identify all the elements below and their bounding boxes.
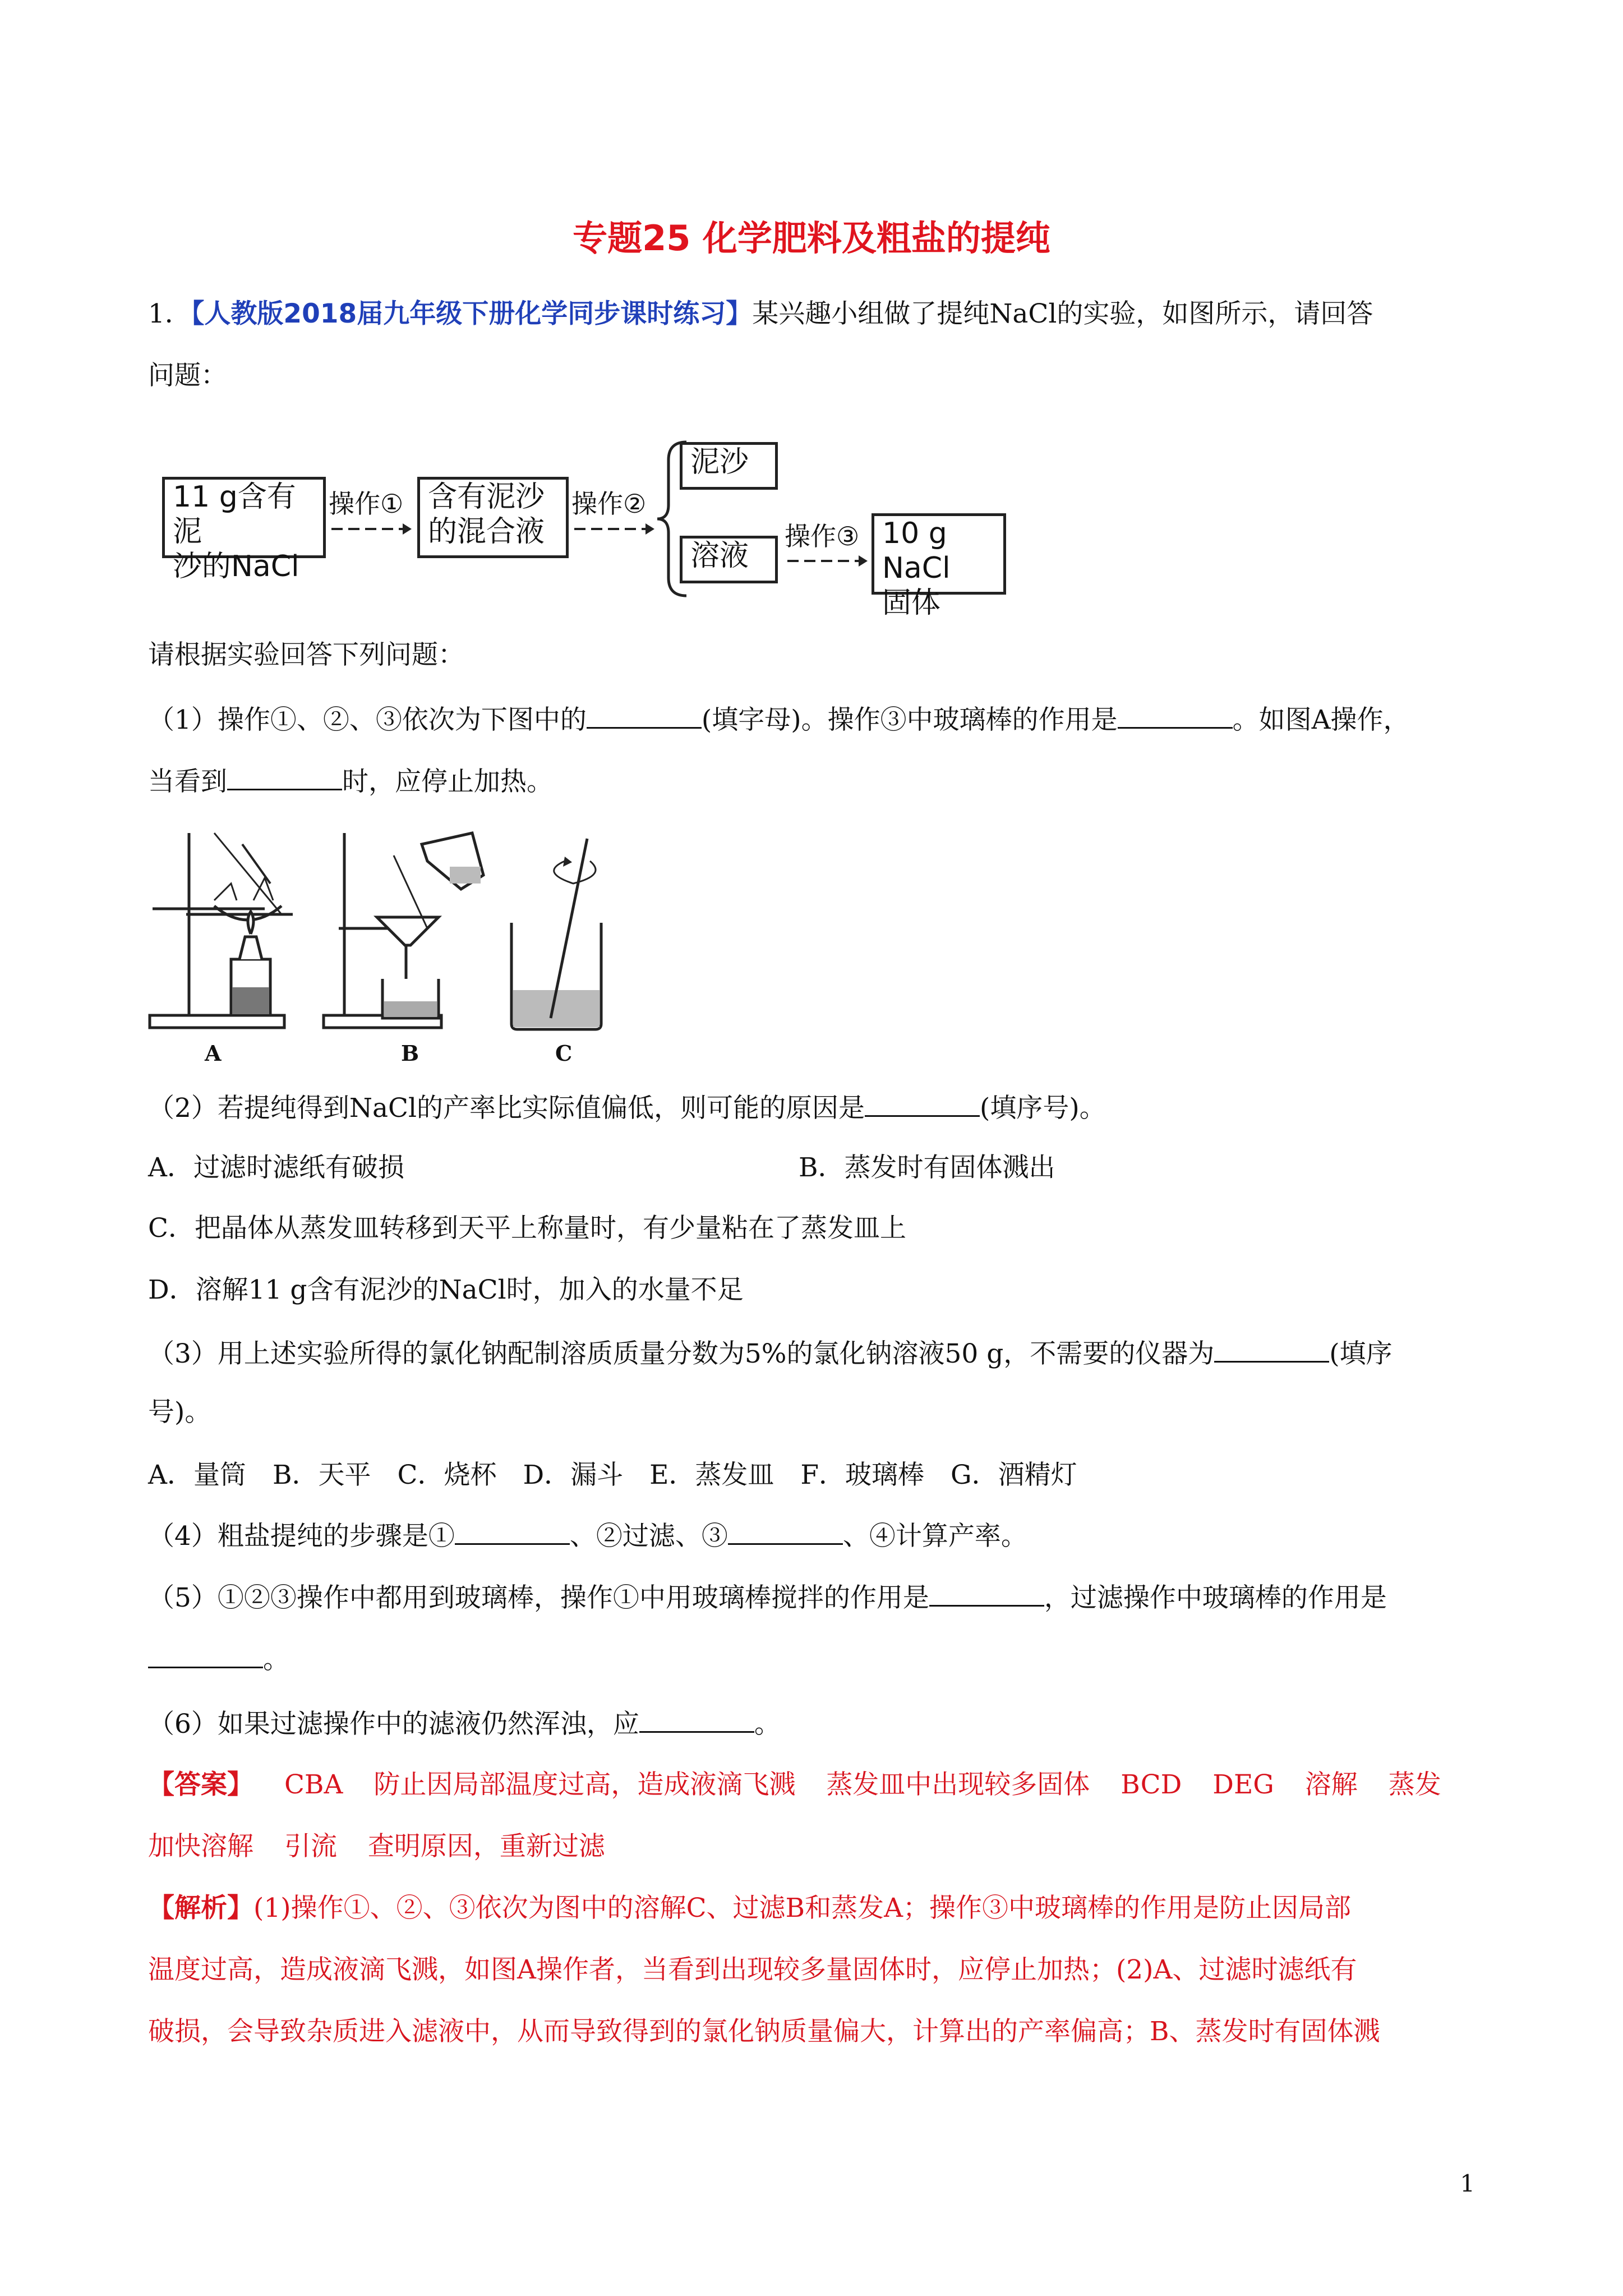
flow-op2: 操作②: [571, 489, 647, 519]
q3-text-a: （3）用上述实验所得的氯化钠配制溶质质量分数为5%的氯化钠溶液50 g，不需要的仪器为: [148, 1338, 1215, 1369]
flow-arrow-1: [329, 521, 413, 537]
q1-blank-2: [1118, 701, 1233, 729]
q6-line: [148, 1705, 781, 1741]
q2-text-b: (填序号)。: [980, 1093, 1106, 1124]
q4-blank-2: [728, 1517, 843, 1545]
page-number: 1: [1460, 2170, 1475, 2197]
answer-label: 【答案】: [148, 1769, 253, 1800]
answer-item: 防止因局部温度过高，造成液滴飞溅: [374, 1769, 796, 1800]
q4-text-c: 、④计算产率。: [842, 1521, 1027, 1552]
q3-stem: [148, 1335, 1393, 1371]
source-open: 【: [191, 298, 205, 329]
answer-item: 蒸发: [1388, 1769, 1441, 1800]
flowchart: [148, 438, 1012, 620]
answer-item: 蒸发皿中出现较多固体: [826, 1769, 1090, 1800]
answer-item: DEG: [1212, 1769, 1274, 1800]
q5-text-c: 。: [263, 1644, 289, 1675]
answer-item: 引流: [284, 1831, 337, 1862]
question-stem: 某兴趣小组做了提纯NaCl的实验，如图所示，请回答: [752, 298, 1373, 329]
q1-blank-1: [587, 701, 702, 729]
page-title: 专题25 化学肥料及粗盐的提纯: [573, 218, 1050, 259]
flow-box-final-line2: 固体: [882, 586, 941, 620]
q4-blank-1: [455, 1517, 570, 1545]
q6-text-a: （6）如果过滤操作中的滤液仍然浑浊，应: [148, 1709, 639, 1740]
q1-text-c: 。如图A操作，: [1232, 705, 1410, 735]
q5-blank-1: [929, 1579, 1044, 1607]
flow-arrow-3: [785, 553, 869, 569]
analysis-label: 【解析】: [148, 1893, 253, 1924]
apparatus-b-filtration: [324, 833, 483, 1028]
apparatus-a-evaporation: [150, 833, 293, 1028]
q2-text-a: （2）若提纯得到NaCl的产率比实际值偏低，则可能的原因是: [148, 1093, 865, 1124]
q2-option-d: D．溶解11 g含有泥沙的NaCl时，加入的水量不足: [148, 1274, 744, 1305]
q2-option-b: B．蒸发时有固体溅出: [799, 1152, 1055, 1183]
flow-box-sand: 泥沙: [680, 442, 778, 490]
flow-box-start-line1: 11 g含有泥: [173, 480, 296, 549]
answer-item: CBA: [284, 1769, 343, 1800]
question-header: [148, 297, 1373, 331]
q5-text-b: ，过滤操作中玻璃棒的作用是: [1044, 1582, 1387, 1613]
q2-options-row1: [148, 1151, 1494, 1185]
flow-box-mixture: [417, 477, 569, 558]
figure-label-a: A: [205, 1041, 222, 1066]
flow-arrow-2: [571, 521, 656, 537]
q3-blank: [1214, 1335, 1329, 1363]
q4-text-b: 、②过滤、③: [569, 1521, 728, 1552]
answer-item: 查明原因，重新过滤: [367, 1831, 605, 1862]
q2-option-c: C．把晶体从蒸发皿转移到天平上称量时，有少量粘在了蒸发皿上: [148, 1213, 906, 1244]
q1-text-e: 时，应停止加热。: [342, 766, 553, 797]
question-source: 人教版2018届九年级下册化学同步课时练习: [204, 298, 726, 329]
apparatus-figure: [147, 822, 640, 1057]
flow-op1: 操作①: [329, 489, 404, 519]
analysis-text-1: (1)操作①、②、③依次为图中的溶解C、过滤B和蒸发A；操作③中玻璃棒的作用是防止因局部: [253, 1893, 1352, 1924]
q4-line: [148, 1517, 1027, 1553]
q1-text-a: （1）操作①、②、③依次为下图中的: [148, 705, 587, 735]
q6-blank: [639, 1705, 754, 1733]
q5-line1: [148, 1579, 1387, 1615]
answer-item: 加快溶解: [148, 1831, 253, 1862]
answer-item: 溶解: [1304, 1769, 1358, 1800]
answer-line2: [148, 1830, 628, 1864]
source-close: 】: [726, 298, 753, 329]
flow-box-mixture-line1: 含有泥沙: [428, 480, 545, 514]
flow-op3: 操作③: [785, 521, 860, 551]
answer-item: BCD: [1121, 1769, 1182, 1800]
q3-stem-cont: 号)。: [148, 1397, 211, 1428]
flow-box-final: [872, 513, 1006, 620]
q6-text-b: 。: [754, 1709, 781, 1740]
question-stem-cont: 问题：: [148, 360, 227, 391]
q2-stem: [148, 1089, 1106, 1125]
answer-line1: [148, 1768, 1464, 1802]
flow-box-final-line1: 10 g NaCl: [882, 517, 951, 585]
analysis-line3: 破损，会导致杂质进入滤液中，从而导致得到的氯化钠质量偏大，计算出的产率偏高；B、蒸发时有固体溅: [148, 2016, 1380, 2047]
apparatus-c-dissolution: [511, 839, 601, 1029]
q2-blank: [865, 1089, 980, 1117]
flow-box-start: [162, 477, 326, 583]
q5-line2: [148, 1641, 289, 1677]
q1-blank-3: [227, 763, 342, 790]
flow-box-solution: 溶液: [680, 536, 778, 583]
analysis-line2: 温度过高，造成液滴飞溅，如图A操作者，当看到出现较多量固体时，应停止加热；(2)A、过滤时滤纸有: [148, 1954, 1357, 1985]
q5-text-a: （5）①②③操作中都用到玻璃棒，操作①中用玻璃棒搅拌的作用是: [148, 1582, 929, 1613]
q5-blank-2: [148, 1641, 263, 1668]
figure-label-b: B: [401, 1041, 419, 1066]
figure-label-c: C: [555, 1041, 573, 1066]
analysis-line1: [148, 1892, 1351, 1925]
flow-box-mixture-line2: 的混合液: [428, 515, 545, 549]
q2-option-a: A．过滤时滤纸有破损: [148, 1152, 404, 1183]
question-number: 1．: [148, 298, 191, 329]
instructions: 请根据实验回答下列问题：: [148, 639, 464, 670]
q3-text-b: (填序: [1329, 1338, 1393, 1369]
q4-text-a: （4）粗盐提纯的步骤是①: [148, 1521, 455, 1552]
q1-text-d: 当看到: [148, 766, 227, 797]
q3-options: A．量筒 B．天平 C．烧杯 D．漏斗 E．蒸发皿 F．玻璃棒 G．酒精灯: [148, 1460, 1077, 1490]
q1-text-b: (填字母)。操作③中玻璃棒的作用是: [701, 705, 1118, 735]
flow-box-start-line2: 沙的NaCl: [173, 550, 299, 583]
q1-line1: [148, 701, 1410, 737]
q1-line2: [148, 763, 553, 799]
